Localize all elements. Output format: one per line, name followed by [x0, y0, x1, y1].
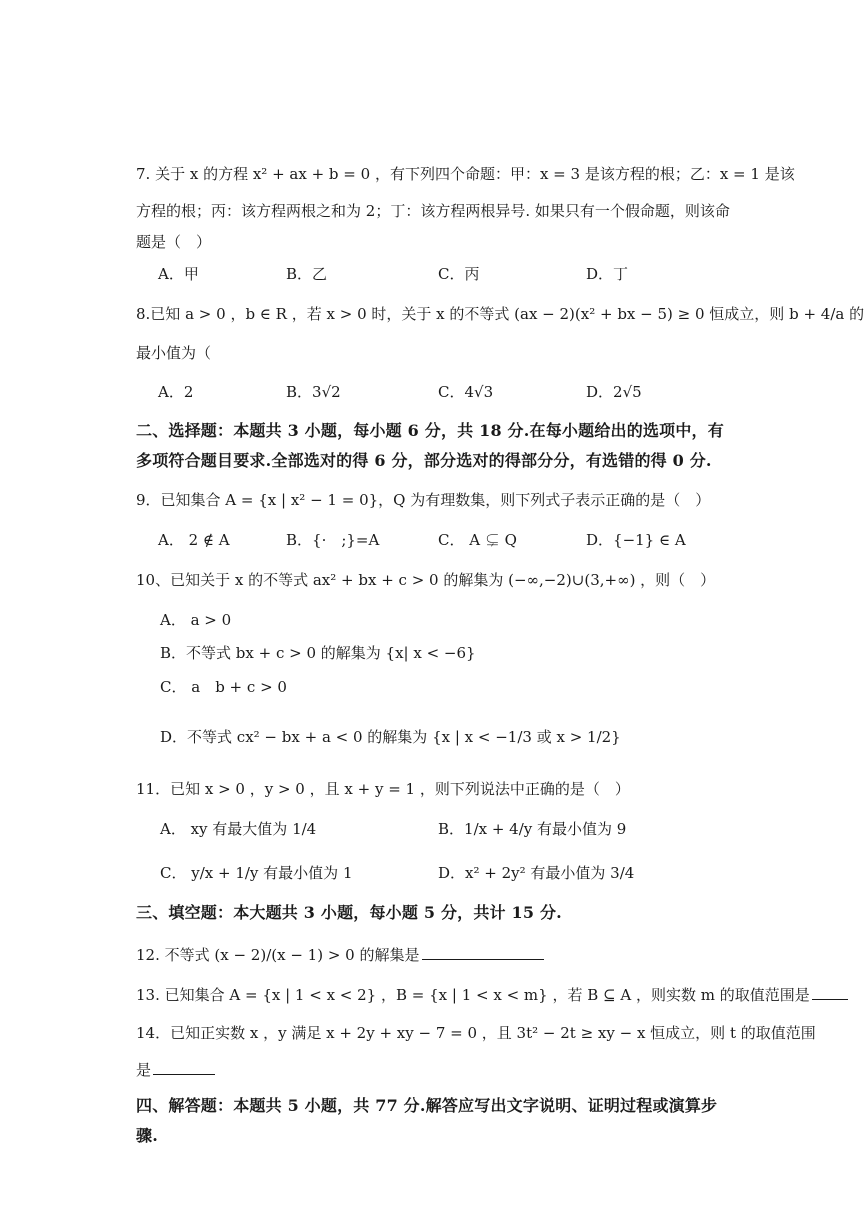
q7-line-3: 题是（ ） [136, 233, 212, 251]
section-2-heading-line-2: 多项符合题目要求.全部选对的得 6 分，部分选对的得部分分，有选错的得 0 分. [136, 451, 712, 470]
q14-line-2 [136, 1058, 215, 1080]
q10-option-d: D．不等式 cx² − bx + a < 0 的解集为 {x | x < −1/3 或 x > 1/2} [160, 728, 621, 746]
q7-option-c: C．丙 [438, 265, 480, 283]
q14-text-2: 是 [136, 1061, 152, 1079]
section-4-heading-line-2: 骤. [136, 1126, 158, 1145]
q8-option-a: A．2 [158, 383, 194, 401]
q9-option-a: A． 2 ∉ A [158, 531, 230, 549]
section-3-heading: 三、填空题：本大题共 3 小题，每小题 5 分，共计 15 分. [136, 903, 562, 922]
q11-option-d: D．x² + 2y² 有最小值为 3/4 [438, 864, 635, 882]
q14-answer-blank[interactable] [153, 1058, 215, 1075]
q9-option-d: D．{−1} ∈ A [586, 531, 686, 549]
q7-line-1: 7. 关于 x 的方程 x² + ax + b = 0 ，有下列四个命题：甲：x = 3 是该方程的根；乙：x = 1 是该 [136, 165, 795, 183]
q8-option-d: D．2√5 [586, 383, 642, 401]
q9-line-1: 9．已知集合 A = {x | x² − 1 = 0}，Q 为有理数集，则下列式子表示正确的是（ ） [136, 491, 711, 509]
q8-option-c: C．4√3 [438, 383, 494, 401]
q8-line-2: 最小值为（ [136, 344, 212, 362]
q10-option-a: A． a > 0 [160, 611, 232, 629]
q7-option-d: D．丁 [586, 265, 629, 283]
q7-line-2: 方程的根；丙：该方程两根之和为 2；丁：该方程两根异号. 如果只有一个假命题，则该命 [136, 202, 730, 220]
q9-option-b: B．{· ;}=A [286, 531, 380, 549]
q13-line-1 [136, 983, 848, 1005]
q7-option-b: B．乙 [286, 265, 328, 283]
q11-option-b: B．1/x + 4/y 有最小值为 9 [438, 820, 627, 838]
q13-text: 13. 已知集合 A = {x | 1 < x < 2} ，B = {x | 1 < x < m} ，若 B ⊆ A ，则实数 m 的取值范围是 [136, 986, 810, 1004]
q9-option-c: C． A ⊊ Q [438, 531, 517, 549]
q12-line-1 [136, 943, 544, 965]
q11-option-c: C． y/x + 1/y 有最小值为 1 [160, 864, 353, 882]
section-2-heading-line-1: 二、选择题：本题共 3 小题，每小题 6 分，共 18 分.在每小题给出的选项中，有 [136, 421, 724, 440]
q12-text: 12. 不等式 (x − 2)/(x − 1) > 0 的解集是 [136, 946, 420, 964]
section-4-heading-line-1: 四、解答题：本题共 5 小题，共 77 分.解答应写出文字说明、证明过程或演算步 [136, 1096, 718, 1115]
q13-answer-blank[interactable] [812, 983, 848, 1000]
q7-option-a: A．甲 [158, 265, 199, 283]
q8-option-b: B．3√2 [286, 383, 341, 401]
q10-option-c: C． a b + c > 0 [160, 678, 287, 696]
q8-line-1: 8.已知 a > 0 ，b ∈ R ，若 x > 0 时，关于 x 的不等式 (ax − 2)(x² + bx − 5) ≥ 0 恒成立，则 b + 4/a 的 [136, 305, 865, 323]
q14-line-1: 14．已知正实数 x ，y 满足 x + 2y + xy − 7 = 0 ，且 3t² − 2t ≥ xy − x 恒成立，则 t 的取值范围 [136, 1024, 816, 1042]
q10-line-1: 10、已知关于 x 的不等式 ax² + bx + c > 0 的解集为 (−∞,−2)∪(3,+∞) ，则（ ） [136, 571, 716, 589]
q10-option-b: B．不等式 bx + c > 0 的解集为 {x| x < −6} [160, 644, 476, 662]
q12-answer-blank[interactable] [422, 943, 544, 960]
q11-line-1: 11．已知 x > 0 ，y > 0 ，且 x + y = 1 ，则下列说法中正确的是（ ） [136, 780, 630, 798]
q11-option-a: A． xy 有最大值为 1/4 [160, 820, 317, 838]
